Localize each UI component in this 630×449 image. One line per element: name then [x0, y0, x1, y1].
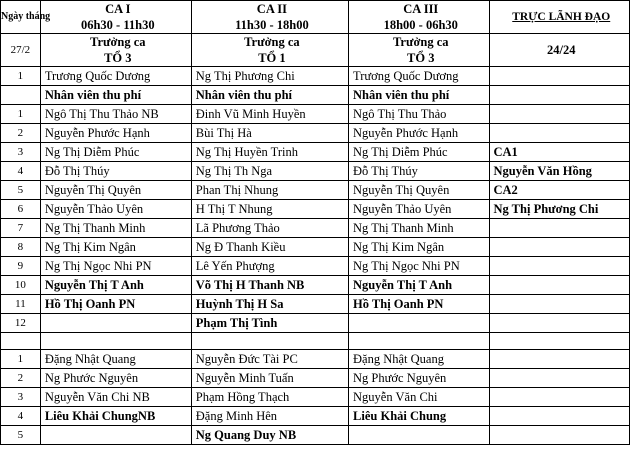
table-row [1, 124, 630, 143]
leader-cell [489, 105, 630, 124]
shift-3-staff: Nhân viên thu phí [349, 86, 489, 105]
table-row [1, 105, 630, 124]
table-row [1, 238, 630, 257]
shift-2-staff: H Thị T Nhung [191, 200, 348, 219]
shift-2-staff: Phạm Thị Tình [191, 314, 348, 333]
shift-1-staff: Đặng Nhật Quang [40, 350, 191, 369]
leader-cell [489, 350, 630, 369]
leader-cell [489, 124, 630, 143]
shift-1-name: CA I [105, 2, 131, 16]
shift-2-staff: Đặng Minh Hên [191, 407, 348, 426]
row-number: 4 [1, 407, 41, 426]
shift-3-staff: Hồ Thị Oanh PN [349, 295, 489, 314]
row-number: 1 [1, 350, 41, 369]
leader-cell [489, 238, 630, 257]
leader-cell: CA1 [489, 143, 630, 162]
row-number: 3 [1, 388, 41, 407]
row-number: 10 [1, 276, 41, 295]
row-number [1, 86, 41, 105]
leader-cell: CA2 [489, 181, 630, 200]
shift-2-staff: Ng Thị Phương Chi [191, 67, 348, 86]
shift-1-staff: Nguyễn Thị T Anh [40, 276, 191, 295]
leader-cell [489, 407, 630, 426]
shift-2-staff: Võ Thị H Thanh NB [191, 276, 348, 295]
table-row [1, 295, 630, 314]
row-number: 3 [1, 143, 41, 162]
table-row [1, 257, 630, 276]
shift-1-staff: Nguyễn Thảo Uyên [40, 200, 191, 219]
leader-cell [489, 295, 630, 314]
table-row [1, 276, 630, 295]
shift-2-lead-team: TỔ 1 [258, 51, 286, 65]
table-row [1, 200, 630, 219]
leader-header: TRỰC LÃNH ĐẠO [489, 1, 630, 34]
shift-3-staff: Ng Phước Nguyên [349, 369, 489, 388]
shift-2-staff: Phạm Hồng Thạch [191, 388, 348, 407]
row-number: 2 [1, 124, 41, 143]
shift-3-staff: Ng Thị Kim Ngân [349, 238, 489, 257]
shift-3-staff: Đỗ Thị Thúy [349, 162, 489, 181]
shift-2-name: CA II [256, 2, 288, 16]
table-row [1, 219, 630, 238]
shift-3-staff [349, 314, 489, 333]
leader-cell [489, 86, 630, 105]
shift-2-staff: Ng Thị Th Nga [191, 162, 348, 181]
shift-1-staff [40, 426, 191, 445]
shift-3-staff: Đặng Nhật Quang [349, 350, 489, 369]
shift-3-staff: Nguyễn Phước Hạnh [349, 124, 489, 143]
shift-2-staff: Lê Yến Phượng [191, 257, 348, 276]
shift-1-staff: Nguyễn Phước Hạnh [40, 124, 191, 143]
row-number: 8 [1, 238, 41, 257]
shift-1-staff: Ng Thị Diễm Phúc [40, 143, 191, 162]
shift-3-staff: Nguyễn Văn Chi [349, 388, 489, 407]
shift-3-staff: Ng Thị Thanh Minh [349, 219, 489, 238]
shift-2-lead-role: Trưởng ca [244, 35, 300, 49]
shift-1-staff: Ng Thị Thanh Minh [40, 219, 191, 238]
header-row [1, 1, 630, 34]
date-cell: 27/2 [1, 34, 41, 67]
empty-cell [191, 333, 348, 350]
shift-2-staff: Đinh Vũ Minh Huyền [191, 105, 348, 124]
shift-2-staff: Ng Đ Thanh Kiều [191, 238, 348, 257]
shift-2-staff: Ng Quang Duy NB [191, 426, 348, 445]
shift-1-lead-team: TỔ 3 [104, 51, 132, 65]
row-number: 12 [1, 314, 41, 333]
table-row [1, 350, 630, 369]
shift-3-staff [349, 426, 489, 445]
shift-3-lead-role: Trưởng ca [393, 35, 449, 49]
table-row [1, 162, 630, 181]
table-row [1, 369, 630, 388]
leader-cell [489, 219, 630, 238]
shift-3-staff: Nguyễn Thị T Anh [349, 276, 489, 295]
table-row [1, 314, 630, 333]
shift-3-lead-team: TỔ 3 [407, 51, 435, 65]
leader-cell [489, 369, 630, 388]
row-number: 11 [1, 295, 41, 314]
shift-2-staff: Ng Thị Huyền Trinh [191, 143, 348, 162]
shift-2-time: 11h30 - 18h00 [235, 18, 309, 32]
lead-row [1, 34, 630, 67]
shift-1-staff: Nguyễn Thị Quyên [40, 181, 191, 200]
shift-1-staff: Liêu Khải ChungNB [40, 407, 191, 426]
leader-cell [489, 314, 630, 333]
table-row [1, 181, 630, 200]
table-row [1, 67, 630, 86]
leader-cell: Ng Thị Phương Chi [489, 200, 630, 219]
shift-1-staff: Ng Thị Ngọc Nhi PN [40, 257, 191, 276]
row-number: 5 [1, 181, 41, 200]
leader-cell [489, 276, 630, 295]
shift-1-staff: Trương Quốc Dương [40, 67, 191, 86]
shift-2-lead [191, 34, 348, 67]
spacer-row [1, 333, 630, 350]
shift-3-staff: Ng Thị Diễm Phúc [349, 143, 489, 162]
shift-2-staff: Phan Thị Nhung [191, 181, 348, 200]
shift-3-name: CA III [403, 2, 439, 16]
row-number: 7 [1, 219, 41, 238]
shift-3-header [349, 1, 489, 34]
shift-1-header [40, 1, 191, 34]
shift-1-time: 06h30 - 11h30 [80, 18, 155, 32]
table-row [1, 388, 630, 407]
shift-2-staff: Huỳnh Thị H Sa [191, 295, 348, 314]
row-number: 1 [1, 105, 41, 124]
table-row [1, 86, 630, 105]
shift-3-staff: Liêu Khải Chung [349, 407, 489, 426]
shift-1-lead [40, 34, 191, 67]
shift-1-lead-role: Trưởng ca [90, 35, 146, 49]
row-number: 5 [1, 426, 41, 445]
row-number: 2 [1, 369, 41, 388]
leader-cell [489, 67, 630, 86]
empty-cell [40, 333, 191, 350]
shift-1-staff: Nguyễn Văn Chi NB [40, 388, 191, 407]
table-row [1, 426, 630, 445]
empty-cell [349, 333, 489, 350]
shift-3-lead [349, 34, 489, 67]
shift-2-staff: Nhân viên thu phí [191, 86, 348, 105]
shift-3-staff: Nguyễn Thảo Uyên [349, 200, 489, 219]
row-number: 1 [1, 67, 41, 86]
leader-cell: Nguyễn Văn Hồng [489, 162, 630, 181]
table-row [1, 143, 630, 162]
leader-cell [489, 257, 630, 276]
shift-1-staff: Ng Thị Kim Ngân [40, 238, 191, 257]
leader-note: 24/24 [489, 34, 630, 67]
shift-2-header [191, 1, 348, 34]
shift-1-staff: Nhân viên thu phí [40, 86, 191, 105]
shift-1-staff: Ng Phước Nguyên [40, 369, 191, 388]
shift-3-time: 18h00 - 06h30 [383, 18, 458, 32]
table-row [1, 407, 630, 426]
shift-2-staff: Lã Phương Thảo [191, 219, 348, 238]
shift-1-staff: Ngô Thị Thu Thảo NB [40, 105, 191, 124]
row-number: 4 [1, 162, 41, 181]
shift-2-staff: Nguyễn Đức Tài PC [191, 350, 348, 369]
shift-3-staff: Nguyễn Thị Quyên [349, 181, 489, 200]
shift-3-staff: Ng Thị Ngọc Nhi PN [349, 257, 489, 276]
shift-2-staff: Bùi Thị Hà [191, 124, 348, 143]
shift-1-staff: Hồ Thị Oanh PN [40, 295, 191, 314]
leader-cell [489, 388, 630, 407]
row-number: 6 [1, 200, 41, 219]
empty-cell [1, 333, 41, 350]
shift-2-staff: Nguyễn Minh Tuấn [191, 369, 348, 388]
shift-1-staff: Đỗ Thị Thúy [40, 162, 191, 181]
leader-cell [489, 426, 630, 445]
shift-3-staff: Trương Quốc Dương [349, 67, 489, 86]
empty-cell [489, 333, 630, 350]
day-header: Ngày tháng [1, 1, 41, 34]
shift-3-staff: Ngô Thị Thu Thảo [349, 105, 489, 124]
row-number: 9 [1, 257, 41, 276]
shift-1-staff [40, 314, 191, 333]
